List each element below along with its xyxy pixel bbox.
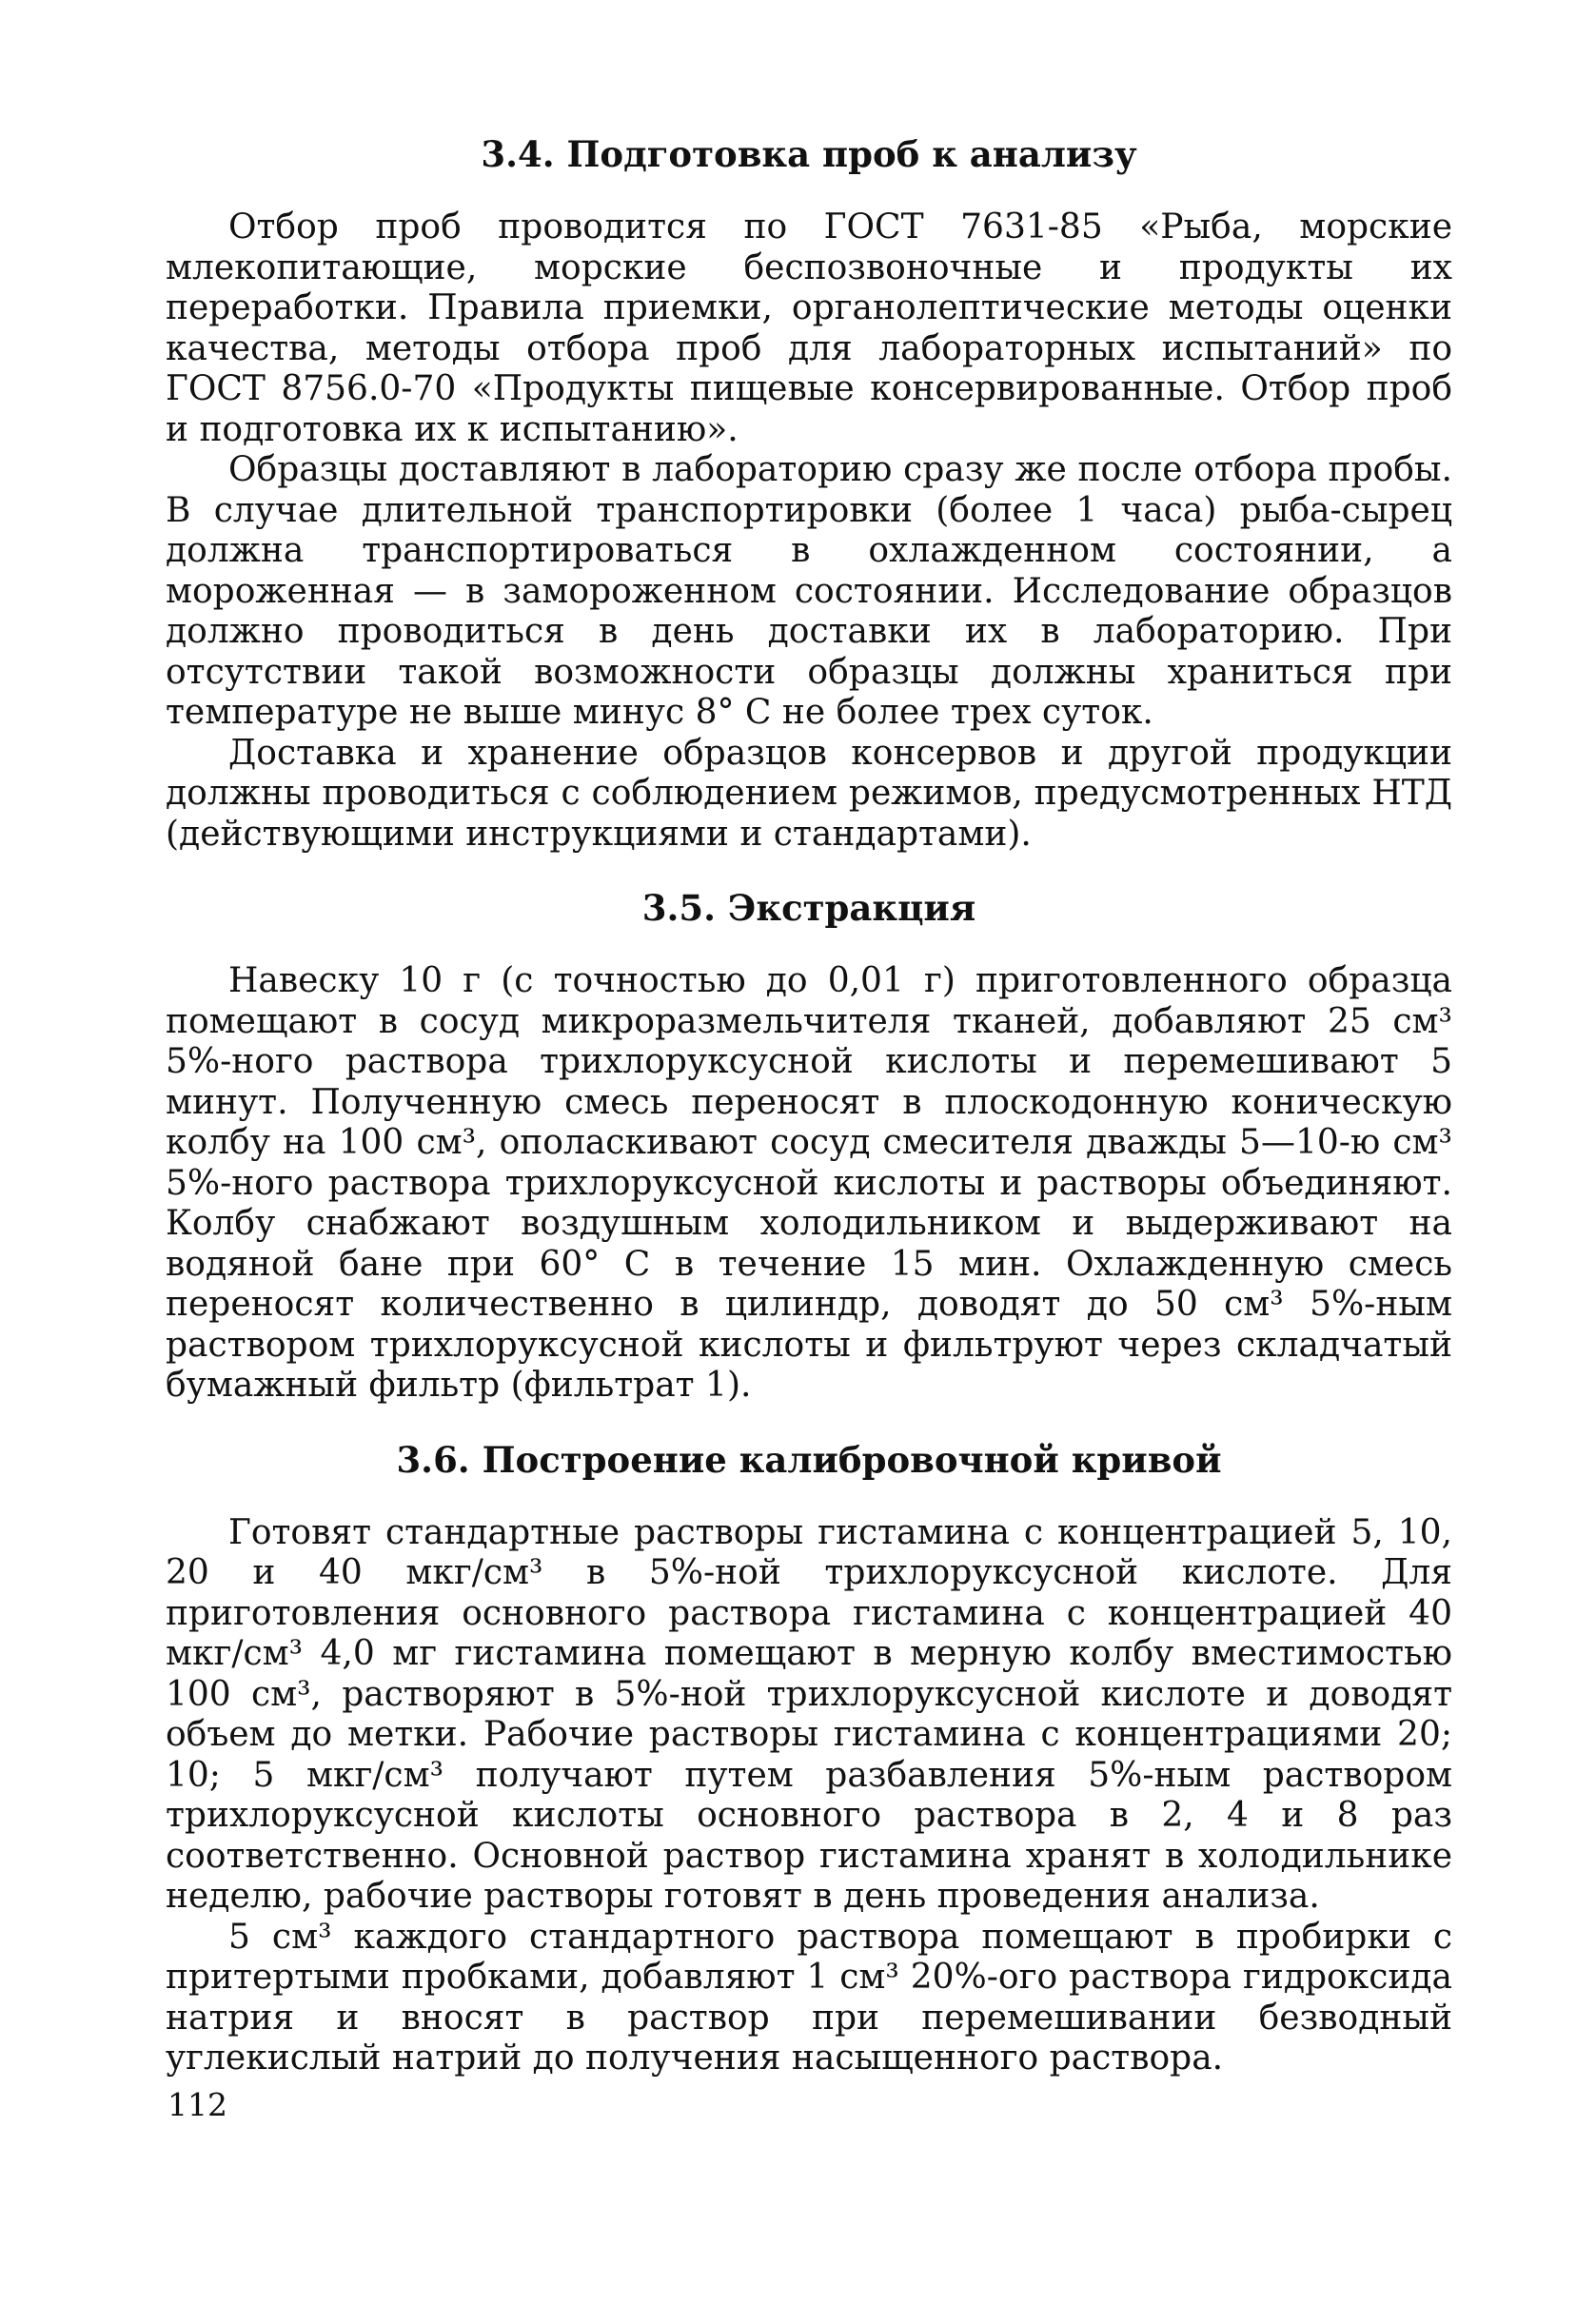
paragraph: Доставка и хранение образцов консервов и другой продукции должны проводиться с соблюдением режимов, предусмотренных НТД (действующими инструкциями и стандартами). — [166, 733, 1452, 854]
paragraph: 5 см³ каждого стандартного раствора помещают в пробирки с притертыми пробками, добавляют 1 см³ 20%-ого раствора гидроксида натрия и вносят в раствор при перемешивании безводный углекислый натрий до получения насыщенного раствора. — [166, 1917, 1452, 2078]
section-heading: 3.4. Подготовка проб к анализу — [481, 133, 1137, 175]
section-sample-preparation — [166, 133, 1452, 855]
section-heading: 3.5. Экстракция — [641, 887, 976, 929]
section-heading: 3.6. Построение калибровочной кривой — [396, 1438, 1222, 1481]
section-extraction — [166, 887, 1452, 1407]
section-calibration-curve — [166, 1439, 1452, 2079]
paragraph: Образцы доставляют в лабораторию сразу же после отбора пробы. В случае длительной транспортировки (более 1 часа) рыба-сырец должна транспортироваться в охлажденном состоянии, а мороженная — в замороженном состоянии. Исследование образцов должно проводиться в день доставки их в лабораторию. При отсутствии такой возможности образцы должны храниться при температуре не выше минус 8° С не более трех суток. — [166, 450, 1452, 732]
page-body — [166, 133, 1452, 2112]
paragraph: Готовят стандартные растворы гистамина с концентрацией 5, 10, 20 и 40 мкг/см³ в 5%-ной трихлоруксусной кислоте. Для приготовления основного раствора гистамина с концентрацией 40 мкг/см³ 4,0 мг гистамина помещают в мерную колбу вместимостью 100 см³, растворяют в 5%-ной трихлоруксусной кислоте и доводят объем до метки. Рабочие растворы гистамина с концентрациями 20; 10; 5 мкг/см³ получают путем разбавления 5%-ным раствором трихлоруксусной кислоты основного раствора в 2, 4 и 8 раз соответственно. Основной раствор гистамина хранят в холодильнике неделю, рабочие растворы готовят в день проведения анализа. — [166, 1512, 1452, 1916]
page-number: 112 — [167, 2086, 227, 2123]
paragraph: Навеску 10 г (с точностью до 0,01 г) приготовленного образца помещают в сосуд микроразмельчителя тканей, добавляют 25 см³ 5%-ного раствора трихлоруксусной кислоты и перемешивают 5 минут. Полученную смесь переносят в плоскодонную коническую колбу на 100 см³, ополаскивают сосуд смесителя дважды 5—10-ю см³ 5%-ного раствора трихлоруксусной кислоты и растворы объединяют. Колбу снабжают воздушным холодильником и выдерживают на водяной бане при 60° С в течение 15 мин. Охлажденную смесь переносят количественно в цилиндр, доводят до 50 см³ 5%-ным раствором трихлоруксусной кислоты и фильтруют через складчатый бумажный фильтр (фильтрат 1). — [166, 961, 1452, 1405]
paragraph: Отбор проб проводится по ГОСТ 7631-85 «Рыба, морские млекопитающие, морские беспозвоночные и продукты их переработки. Правила приемки, органолептические методы оценки качества, методы отбора проб для лабораторных испытаний» по ГОСТ 8756.0-70 «Продукты пищевые консервированные. Отбор проб и подготовка их к испытанию». — [166, 207, 1452, 449]
